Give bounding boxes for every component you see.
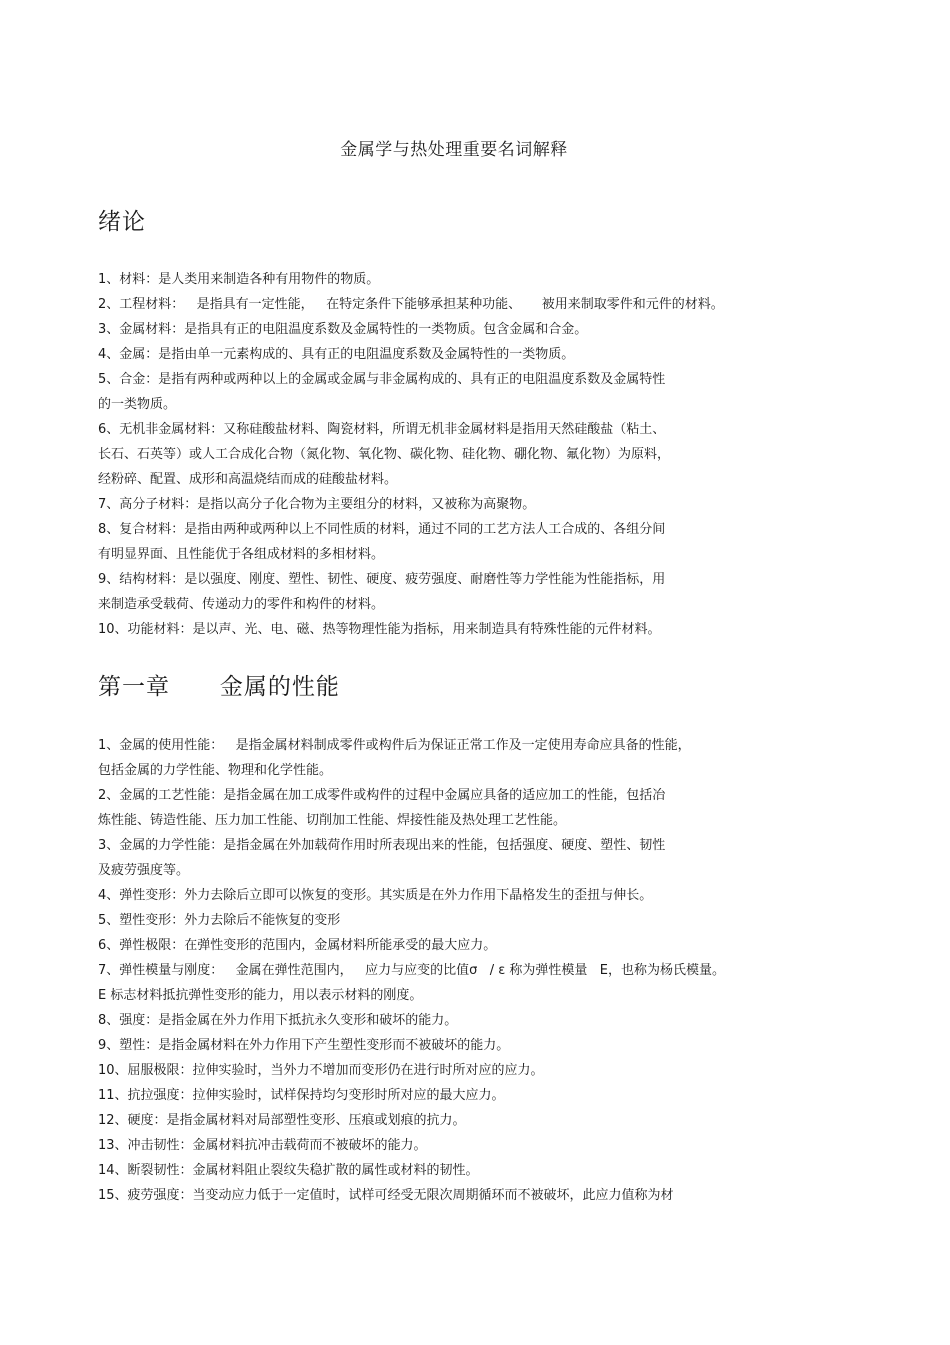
text-line: 1、材料：是人类用来制造各种有用物件的物质。 xyxy=(98,272,380,287)
chapter-1-list xyxy=(98,733,858,1208)
text-line: 6、弹性极限：在弹性变形的范围内，金属材料所能承受的最大应力。 xyxy=(98,938,497,953)
document-title: 金属学与热处理重要名词解释 xyxy=(340,140,568,160)
text-line: 1、金属的使用性能： 是指金属材料制成零件或构件后为保证正常工作及一定使用寿命应具备的性能， xyxy=(98,738,691,753)
text-line: 14、断裂韧性：金属材料阻止裂纹失稳扩散的属性或材料的韧性。 xyxy=(98,1163,479,1178)
text-line: 11、抗拉强度：拉伸实验时，试样保持均匀变形时所对应的最大应力。 xyxy=(98,1088,505,1103)
text-line: 及疲劳强度等。 xyxy=(98,863,190,878)
text-line: 的一类物质。 xyxy=(98,397,177,412)
text-line: 8、复合材料：是指由两种或两种以上不同性质的材料，通过不同的工艺方法人工合成的、各组分间 xyxy=(98,522,666,537)
text-line: 长石、石英等）或人工合成化合物（氮化物、氧化物、碳化物、硅化物、硼化物、氟化物）为原料， xyxy=(98,447,671,462)
text-line: 7、高分子材料：是指以高分子化合物为主要组分的材料，又被称为高聚物。 xyxy=(98,497,536,512)
text-line: 12、硬度：是指金属材料对局部塑性变形、压痕或划痕的抗力。 xyxy=(98,1113,466,1128)
text-line: E 标志材料抵抗弹性变形的能力，用以表示材料的刚度。 xyxy=(98,988,423,1003)
text-line: 13、冲击韧性：金属材料抗冲击载荷而不被破坏的能力。 xyxy=(98,1138,427,1153)
text-line: 9、结构材料：是以强度、刚度、塑性、韧性、硬度、疲劳强度、耐磨性等力学性能为性能指标，用 xyxy=(98,572,666,587)
section-heading-chapter-1: 第一章 金属的性能 xyxy=(98,674,340,700)
introduction-list xyxy=(98,267,858,642)
text-line: 10、功能材料：是以声、光、电、磁、热等物理性能为指标，用来制造具有特殊性能的元件材料。 xyxy=(98,622,661,637)
text-line: 炼性能、铸造性能、压力加工性能、切削加工性能、焊接性能及热处理工艺性能。 xyxy=(98,813,567,828)
text-line: 2、金属的工艺性能：是指金属在加工成零件或构件的过程中金属应具备的适应加工的性能，包括冶 xyxy=(98,788,666,803)
text-line: 3、金属材料：是指具有正的电阻温度系数及金属特性的一类物质。包含金属和合金。 xyxy=(98,322,588,337)
text-line: 6、无机非金属材料：又称硅酸盐材料、陶瓷材料，所谓无机非金属材料是指用天然硅酸盐（粘土、 xyxy=(98,422,666,437)
text-line: 经粉碎、配置、成形和高温烧结而成的硅酸盐材料。 xyxy=(98,472,398,487)
text-line: 包括金属的力学性能、物理和化学性能。 xyxy=(98,763,333,778)
text-line: 15、疲劳强度：当变动应力低于一定值时，试样可经受无限次周期循环而不被破坏，此应力值称为材 xyxy=(98,1188,674,1203)
text-line: 有明显界面、且性能优于各组成材料的多相材料。 xyxy=(98,547,385,562)
section-heading-introduction: 绪论 xyxy=(98,209,146,235)
text-line: 7、弹性模量与刚度： 金属在弹性范围内， 应力与应变的比值σ / ε 称为弹性模量 E，也称为杨氏模量。 xyxy=(98,963,725,978)
text-line: 4、金属：是指由单一元素构成的、具有正的电阻温度系数及金属特性的一类物质。 xyxy=(98,347,575,362)
text-line: 来制造承受载荷、传递动力的零件和构件的材料。 xyxy=(98,597,385,612)
text-line: 2、工程材料： 是指具有一定性能， 在特定条件下能够承担某种功能、 被用来制取零件和元件的材料。 xyxy=(98,297,724,312)
text-line: 5、塑性变形：外力去除后不能恢复的变形 xyxy=(98,913,341,928)
text-line: 10、屈服极限：拉伸实验时，当外力不增加而变形仍在进行时所对应的应力。 xyxy=(98,1063,544,1078)
text-line: 8、强度：是指金属在外力作用下抵抗永久变形和破坏的能力。 xyxy=(98,1013,458,1028)
text-line: 9、塑性：是指金属材料在外力作用下产生塑性变形而不被破坏的能力。 xyxy=(98,1038,510,1053)
text-line: 4、弹性变形：外力去除后立即可以恢复的变形。其实质是在外力作用下晶格发生的歪扭与伸长。 xyxy=(98,888,653,903)
text-line: 3、金属的力学性能：是指金属在外加载荷作用时所表现出来的性能，包括强度、硬度、塑性、韧性 xyxy=(98,838,666,853)
text-line: 5、合金：是指有两种或两种以上的金属或金属与非金属构成的、具有正的电阻温度系数及金属特性 xyxy=(98,372,666,387)
